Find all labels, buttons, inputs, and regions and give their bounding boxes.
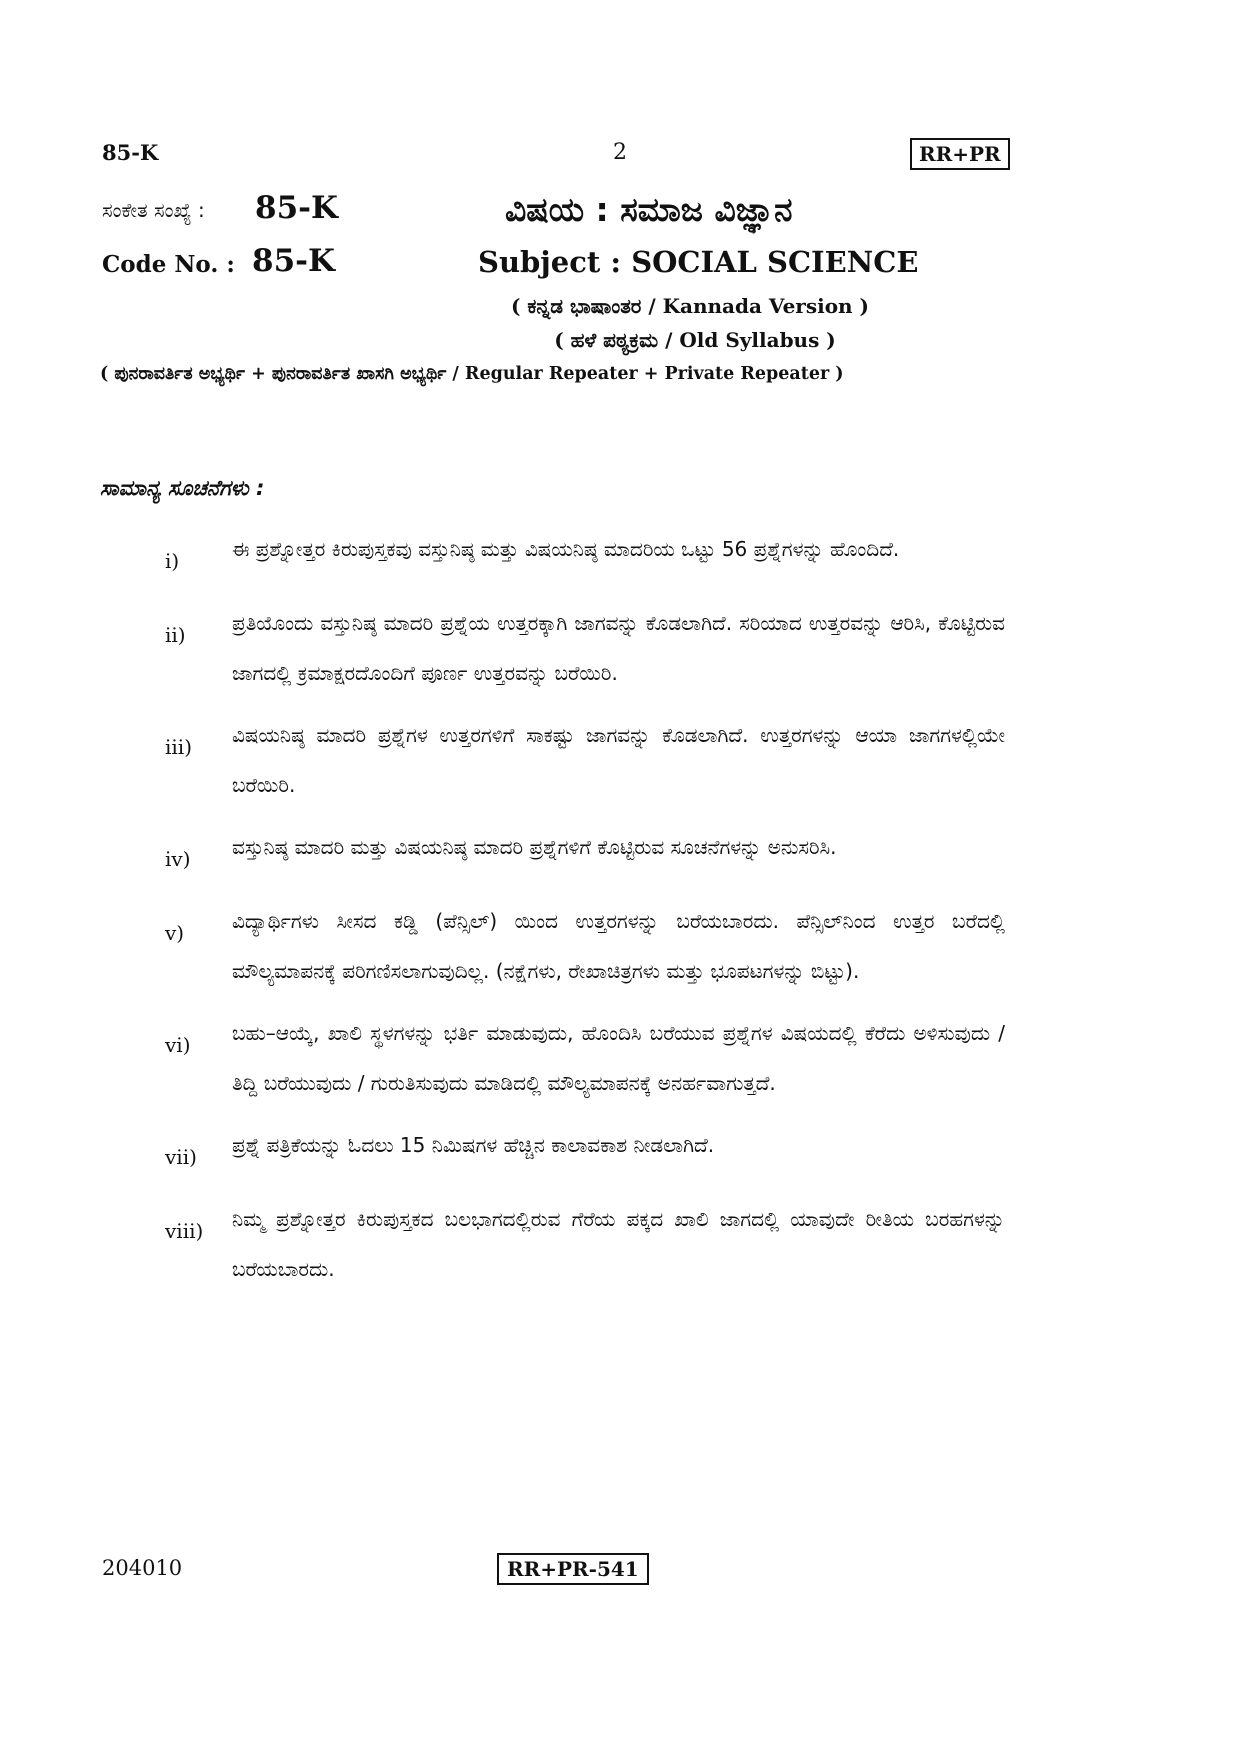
page-number: 2 xyxy=(613,140,627,165)
version-line: ( ಕನ್ನಡ ಭಾಷಾಂತರ / Kannada Version ) xyxy=(511,294,869,318)
candidate-type-line: ( ಪುನರಾವರ್ತಿತ ಅಭ್ಯರ್ಥಿ + ಪುನರಾವರ್ತಿತ ಖಾಸಗಿ ಅಭ್ಯರ್ಥಿ / Regular Repeater + Private Repeater ) xyxy=(100,364,844,384)
instruction-number: ii) xyxy=(165,623,186,647)
instruction-item xyxy=(165,834,1005,884)
instruction-number: i) xyxy=(165,549,180,573)
instruction-number: vi) xyxy=(165,1033,191,1057)
instruction-text: ನಿಮ್ಮ ಪ್ರಶ್ನೋತ್ತರ ಕಿರುಪುಸ್ತಕದ ಬಲಭಾಗದಲ್ಲಿರುವ ಗೆರೆಯ ಪಕ್ಕದ ಖಾಲಿ ಜಾಗದಲ್ಲಿ ಯಾವುದೇ ರೀತಿಯ ಬರಹಗಳನ್ನು ಬರೆಯಬಾರದು. xyxy=(232,1207,1005,1281)
instruction-text: ಪ್ರತಿಯೊಂದು ವಸ್ತುನಿಷ್ಠ ಮಾದರಿ ಪ್ರಶ್ನೆಯ ಉತ್ತರಕ್ಕಾಗಿ ಜಾಗವನ್ನು ಕೊಡಲಾಗಿದೆ. ಸರಿಯಾದ ಉತ್ತರವನ್ನು ಆರಿಸಿ, ಕೊಟ್ಟಿರುವ ಜಾಗದಲ್ಲಿ ಕ್ರಮಾಕ್ಷರದೊಂದಿಗೆ ಪೂರ್ಣ ಉತ್ತರವನ್ನು ಬರೆಯಿರಿ. xyxy=(232,611,1005,685)
instruction-text: ವಿಷಯನಿಷ್ಠ ಮಾದರಿ ಪ್ರಶ್ನೆಗಳ ಉತ್ತರಗಳಿಗೆ ಸಾಕಷ್ಟು ಜಾಗವನ್ನು ಕೊಡಲಾಗಿದೆ. ಉತ್ತರಗಳನ್ನು ಆಯಾ ಜಾಗಗಳಲ್ಲಿಯೇ ಬರೆಯಿರಿ. xyxy=(232,723,1005,797)
instruction-item xyxy=(165,1206,1005,1294)
instruction-item xyxy=(165,1132,1005,1182)
kannada-subject: ವಿಷಯ : ಸಮಾಜ ವಿಜ್ಞಾನ xyxy=(505,190,793,229)
instruction-number: v) xyxy=(165,921,185,945)
instruction-text: ಪ್ರಶ್ನೆ ಪತ್ರಿಕೆಯನ್ನು ಓದಲು 15 ನಿಮಿಷಗಳ ಹೆಚ್ಚಿನ ಕಾಲಾವಕಾಶ ನೀಡಲಾಗಿದೆ. xyxy=(232,1133,715,1157)
english-subject: Subject : SOCIAL SCIENCE xyxy=(478,245,919,279)
instruction-text: ವಸ್ತುನಿಷ್ಠ ಮಾದರಿ ಮತ್ತು ವಿಷಯನಿಷ್ಠ ಮಾದರಿ ಪ್ರಶ್ನೆಗಳಿಗೆ ಕೊಟ್ಟಿರುವ ಸೂಚನೆಗಳನ್ನು ಅನುಸರಿಸಿ. xyxy=(232,835,837,859)
kannada-code-value: 85-K xyxy=(255,190,338,226)
instruction-item xyxy=(165,610,1005,698)
instruction-number: vii) xyxy=(165,1145,197,1169)
instruction-number: viii) xyxy=(165,1219,204,1243)
instruction-number: iv) xyxy=(165,847,191,871)
kannada-code-label: ಸಂಕೇತ ಸಂಖ್ಯೆ : xyxy=(102,198,205,222)
instruction-text: ಈ ಪ್ರಶ್ನೋತ್ತರ ಕಿರುಪುಸ್ತಕವು ವಸ್ತುನಿಷ್ಠ ಮತ್ತು ವಿಷಯನಿಷ್ಠ ಮಾದರಿಯ ಒಟ್ಟು 56 ಪ್ರಶ್ನೆಗಳನ್ನು ಹೊಂದಿದೆ. xyxy=(232,537,900,561)
instruction-text: ಬಹು–ಆಯ್ಕೆ, ಖಾಲಿ ಸ್ಥಳಗಳನ್ನು ಭರ್ತಿ ಮಾಡುವುದು, ಹೊಂದಿಸಿ ಬರೆಯುವ ಪ್ರಶ್ನೆಗಳ ವಿಷಯದಲ್ಲಿ ಕೆರೆದು ಅಳಿಸುವುದು / ತಿದ್ದಿ ಬರೆಯುವುದು / ಗುರುತಿಸುವುದು ಮಾಡಿದಲ್ಲಿ ಮೌಲ್ಯಮಾಪನಕ್ಕೆ ಅನರ್ಹವಾಗುತ್ತದೆ. xyxy=(232,1021,1005,1095)
instruction-item xyxy=(165,908,1005,996)
english-code-label: Code No. : xyxy=(102,251,235,278)
instruction-item xyxy=(165,1020,1005,1108)
instruction-item xyxy=(165,536,1005,586)
syllabus-line: ( ಹಳೆ ಪಠ್ಯಕ್ರಮ / Old Syllabus ) xyxy=(554,328,836,352)
category-box: RR+PR xyxy=(910,138,1010,170)
instructions-list xyxy=(165,536,1005,1318)
instruction-item xyxy=(165,722,1005,810)
instruction-number: iii) xyxy=(165,735,192,759)
footer-code-box: RR+PR-541 xyxy=(497,1553,649,1585)
instructions-title: ಸಾಮಾನ್ಯ ಸೂಚನೆಗಳು : xyxy=(100,476,265,500)
footer-number: 204010 xyxy=(102,1556,183,1580)
header-code: 85-K xyxy=(102,140,159,165)
instruction-text: ವಿದ್ಯಾರ್ಥಿಗಳು ಸೀಸದ ಕಡ್ಡಿ (ಪೆನ್ಸಿಲ್) ಯಿಂದ ಉತ್ತರಗಳನ್ನು ಬರೆಯಬಾರದು. ಪೆನ್ಸಿಲ್‌ನಿಂದ ಉತ್ತರ ಬರೆದಲ್ಲಿ ಮೌಲ್ಯಮಾಪನಕ್ಕೆ ಪರಿಗಣಿಸಲಾಗುವುದಿಲ್ಲ. (ನಕ್ಷೆಗಳು, ರೇಖಾಚಿತ್ರಗಳು ಮತ್ತು ಭೂಪಟಗಳನ್ನು ಬಿಟ್ಟು). xyxy=(232,909,1005,983)
english-code-value: 85-K xyxy=(252,243,335,279)
